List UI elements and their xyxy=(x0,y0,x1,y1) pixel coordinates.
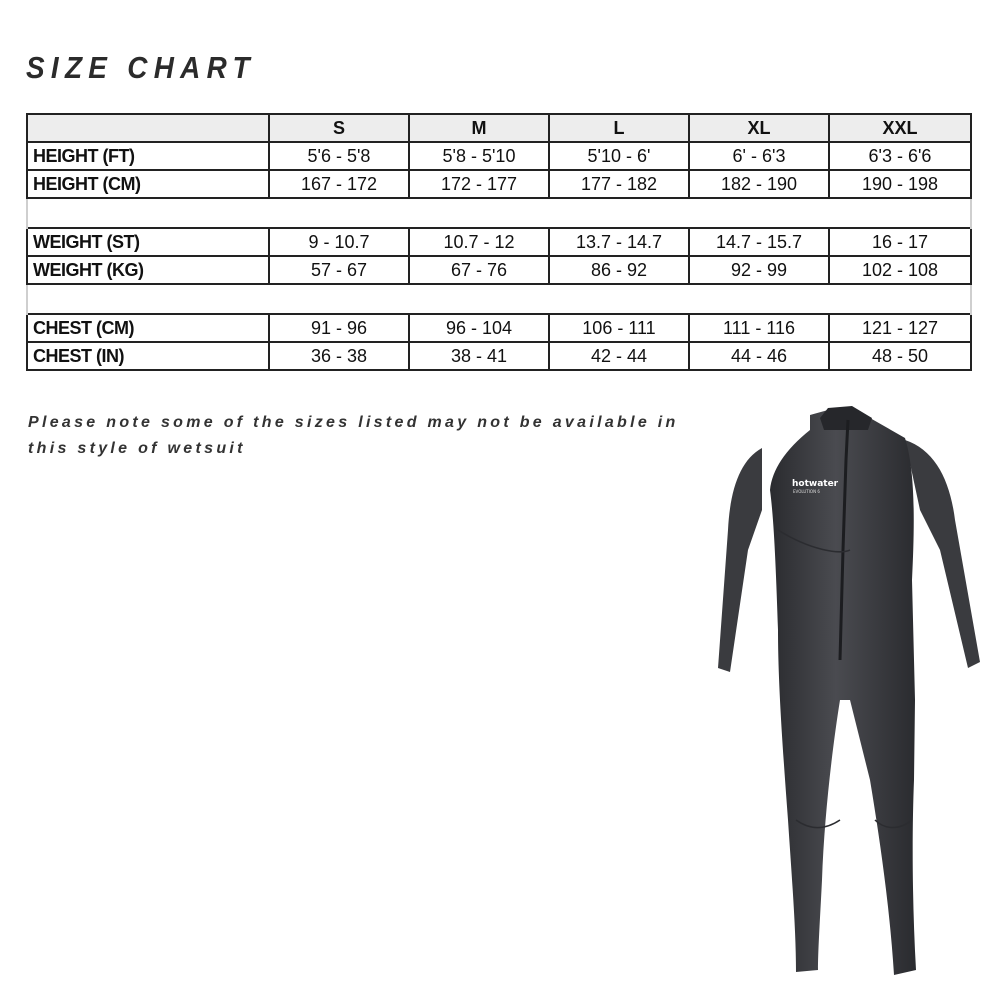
size-row xyxy=(27,314,971,342)
size-value-cell: 121 - 127 xyxy=(829,314,971,342)
size-header-row xyxy=(27,114,971,142)
header-corner-cell xyxy=(27,114,269,142)
size-value-cell: 44 - 46 xyxy=(689,342,829,370)
brand-subtext: EVOLUTION 6 xyxy=(793,489,820,494)
size-value-cell: 57 - 67 xyxy=(269,256,409,284)
size-value-cell: 38 - 41 xyxy=(409,342,549,370)
group-spacer-row xyxy=(27,198,971,228)
wetsuit-image xyxy=(700,400,1000,990)
size-value-cell: 6'3 - 6'6 xyxy=(829,142,971,170)
size-value-cell: 111 - 116 xyxy=(689,314,829,342)
availability-note: Please note some of the sizes listed may not be available in this style of wetsuit xyxy=(28,414,679,457)
size-value-cell: 14.7 - 15.7 xyxy=(689,228,829,256)
size-header-xl: XL xyxy=(689,114,829,142)
row-label: CHEST (CM) xyxy=(27,314,269,342)
size-chart-body xyxy=(27,142,971,370)
spacer-cell xyxy=(829,198,971,228)
spacer-cell xyxy=(689,284,829,314)
size-value-cell: 5'8 - 5'10 xyxy=(409,142,549,170)
size-value-cell: 16 - 17 xyxy=(829,228,971,256)
spacer-cell xyxy=(27,198,269,228)
spacer-cell xyxy=(549,284,689,314)
row-label: WEIGHT (ST) xyxy=(27,228,269,256)
size-value-cell: 9 - 10.7 xyxy=(269,228,409,256)
size-row xyxy=(27,256,971,284)
spacer-cell xyxy=(409,198,549,228)
row-label: HEIGHT (FT) xyxy=(27,142,269,170)
size-value-cell: 102 - 108 xyxy=(829,256,971,284)
size-value-cell: 172 - 177 xyxy=(409,170,549,198)
page-title: SIZE CHART xyxy=(26,50,256,85)
size-value-cell: 177 - 182 xyxy=(549,170,689,198)
size-value-cell: 167 - 172 xyxy=(269,170,409,198)
size-row xyxy=(27,142,971,170)
size-value-cell: 13.7 - 14.7 xyxy=(549,228,689,256)
size-value-cell: 42 - 44 xyxy=(549,342,689,370)
size-header-s: S xyxy=(269,114,409,142)
size-value-cell: 5'6 - 5'8 xyxy=(269,142,409,170)
size-value-cell: 5'10 - 6' xyxy=(549,142,689,170)
group-spacer-row xyxy=(27,284,971,314)
size-header-m: M xyxy=(409,114,549,142)
size-value-cell: 91 - 96 xyxy=(269,314,409,342)
spacer-cell xyxy=(829,284,971,314)
spacer-cell xyxy=(269,284,409,314)
size-value-cell: 36 - 38 xyxy=(269,342,409,370)
size-row xyxy=(27,170,971,198)
row-label: WEIGHT (KG) xyxy=(27,256,269,284)
size-row xyxy=(27,228,971,256)
spacer-cell xyxy=(549,198,689,228)
size-value-cell: 96 - 104 xyxy=(409,314,549,342)
spacer-cell xyxy=(689,198,829,228)
size-row xyxy=(27,342,971,370)
brand-logo: hotwater xyxy=(792,479,839,489)
size-value-cell: 92 - 99 xyxy=(689,256,829,284)
size-value-cell: 67 - 76 xyxy=(409,256,549,284)
spacer-cell xyxy=(409,284,549,314)
size-value-cell: 106 - 111 xyxy=(549,314,689,342)
size-header-l: L xyxy=(549,114,689,142)
size-value-cell: 48 - 50 xyxy=(829,342,971,370)
spacer-cell xyxy=(269,198,409,228)
spacer-cell xyxy=(27,284,269,314)
row-label: HEIGHT (CM) xyxy=(27,170,269,198)
row-label: CHEST (IN) xyxy=(27,342,269,370)
size-value-cell: 86 - 92 xyxy=(549,256,689,284)
size-chart-table xyxy=(26,113,972,371)
size-value-cell: 10.7 - 12 xyxy=(409,228,549,256)
size-value-cell: 190 - 198 xyxy=(829,170,971,198)
size-header-xxl: XXL xyxy=(829,114,971,142)
size-value-cell: 6' - 6'3 xyxy=(689,142,829,170)
size-value-cell: 182 - 190 xyxy=(689,170,829,198)
